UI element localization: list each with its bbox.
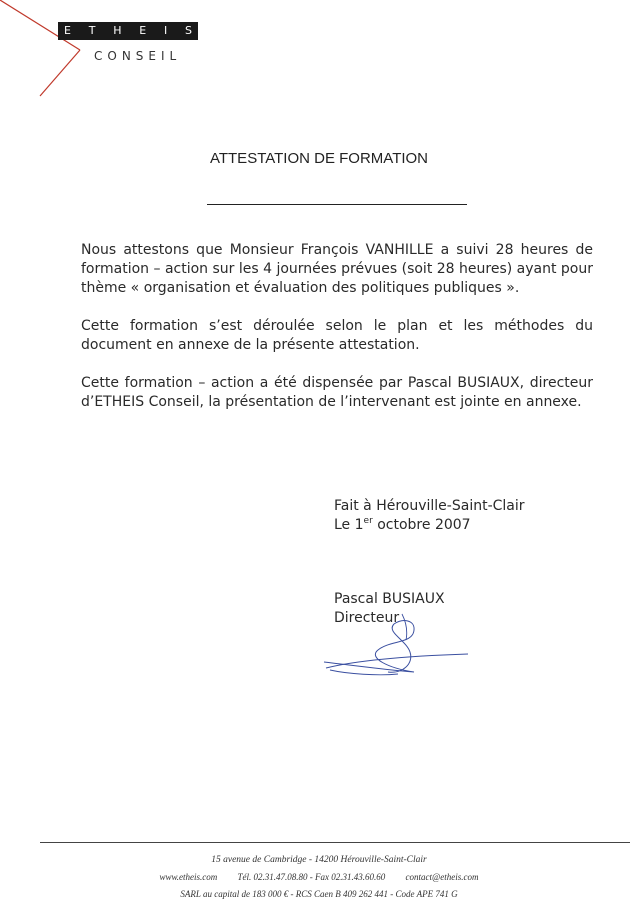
company-logo [58,22,198,40]
body-paragraph: Cette formation – action a été dispensée par Pascal BUSIAUX, directeur d’ETHEIS Conseil, la présentation de l’intervenant est jointe en annexe. [81,375,593,410]
footer-legal: SARL au capital de 183 000 € - RCS Caen B 409 262 441 - Code APE 741 G [180,889,458,899]
logo-letter: I [163,24,168,37]
footer-divider [40,842,630,843]
footer-website: www.etheis.com [159,872,218,882]
body-paragraph: Cette formation s’est déroulée selon le plan et les méthodes du document en annexe de la présente attestation. [81,318,593,353]
signer-title: Directeur [334,610,400,626]
logo-letter: E [139,24,147,37]
footer-address: 15 avenue de Cambridge - 14200 Hérouville-Saint-Clair [211,855,427,865]
logo-letter: S [185,24,192,37]
footer-email: contact@etheis.com [405,872,479,882]
handwritten-signature [318,610,478,685]
logo-subtitle: CONSEIL [94,49,182,63]
date-superscript: er [363,516,373,526]
logo-letter: E [64,24,71,37]
footer-contact-line [0,872,638,882]
logo-letter: T [88,24,96,37]
signer-name: Pascal BUSIAUX [334,591,445,607]
footer-phone-fax: Tél. 02.31.47.08.80 - Fax 02.31.43.60.60 [237,872,386,882]
logo-letter: H [113,24,122,37]
date-suffix: octobre 2007 [372,517,471,533]
body-paragraph: Nous attestons que Monsieur François VANHILLE a suivi 28 heures de formation – action sur les 4 journées prévues (soit 28 heures) ayant pour thème « organisation et évaluation des politiques publiques ». [81,242,593,296]
title-underline [207,204,467,205]
date-line [334,516,471,535]
document-title: ATTESTATION DE FORMATION [209,150,429,167]
date-prefix: Le 1 [334,517,364,533]
place-line: Fait à Hérouville-Saint-Clair [334,498,525,514]
